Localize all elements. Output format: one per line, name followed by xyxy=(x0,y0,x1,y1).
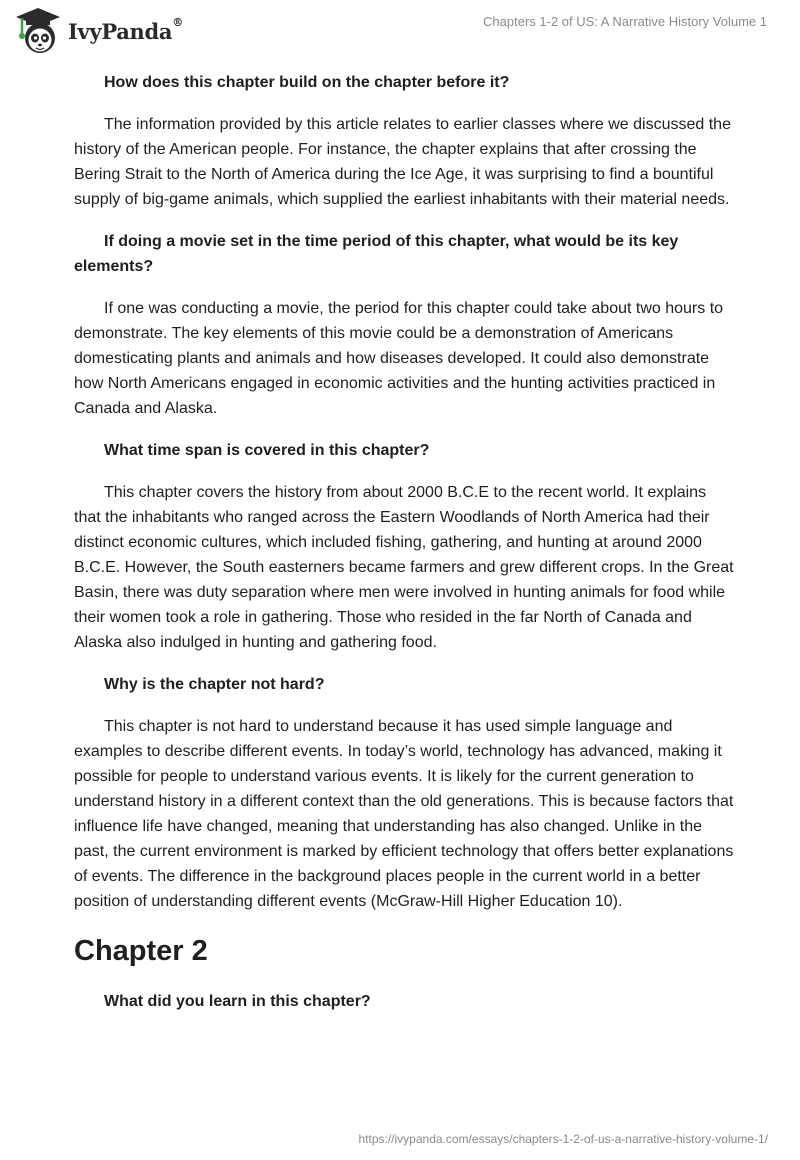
answer-paragraph: This chapter is not hard to understand because it has used simple language and examples to describe different events. In today’s world, technology has advanced, making it possible for people to understand various events. It is likely for the current generation to understand history in a different context than the old generations. This is because factors that influence life have changed, meaning that understanding has also changed. Unlike in the past, the current environment is marked by efficient technology that offers better explanations of events. The difference in the background places people in the current world in a better position of understanding different events (McGraw-Hill Higher Education 10). xyxy=(74,718,734,910)
source-url[interactable]: https://ivypanda.com/essays/chapters-1-2-of-us-a-narrative-history-volume-1/ xyxy=(358,1132,768,1146)
ivypanda-logo[interactable] xyxy=(14,6,183,56)
logo-wordmark: IvyPanda® xyxy=(68,15,183,44)
answer-paragraph: This chapter covers the history from about 2000 B.C.E to the recent world. It explains that the inhabitants who ranged across the Eastern Woodlands of North America had their distinct economic cultures, which included fishing, gathering, and hunting at around 2000 B.C.E. However, the South easterners became farmers and grew different crops. In the Great Basin, there was duty separation where men were involved in hunting animals for food while their women took a role in gathering. Those who resided in the far North of Canada and Alaska also indulged in hunting and gathering food. xyxy=(74,484,734,651)
document-title: Chapters 1-2 of US: A Narrative History Volume 1 xyxy=(483,14,767,29)
panda-graduate-icon xyxy=(14,6,62,56)
question-heading: What time span is covered in this chapter? xyxy=(104,442,430,459)
article-body xyxy=(74,70,734,1031)
question-heading: What did you learn in this chapter? xyxy=(104,993,371,1010)
question-heading: Why is the chapter not hard? xyxy=(104,676,325,693)
question-heading: If doing a movie set in the time period of this chapter, what would be its key elements? xyxy=(74,233,679,275)
registered-mark: ® xyxy=(172,15,183,29)
chapter-heading: Chapter 2 xyxy=(74,935,208,967)
question-heading: How does this chapter build on the chapter before it? xyxy=(104,74,510,91)
page-header xyxy=(0,0,800,66)
answer-paragraph: The information provided by this article relates to earlier classes where we discussed the history of the American people. For instance, the chapter explains that after crossing the Bering Strait to the North of America during the Ice Age, it was surprising to find a bountiful supply of big-game animals, which supplied the earliest inhabitants with their material needs. xyxy=(74,116,731,208)
answer-paragraph: If one was conducting a movie, the period for this chapter could take about two hours to demonstrate. The key elements of this movie could be a demonstration of Americans domesticating plants and animals and how diseases developed. It could also demonstrate how North Americans engaged in economic activities and the hunting activities practiced in Canada and Alaska. xyxy=(74,300,724,417)
